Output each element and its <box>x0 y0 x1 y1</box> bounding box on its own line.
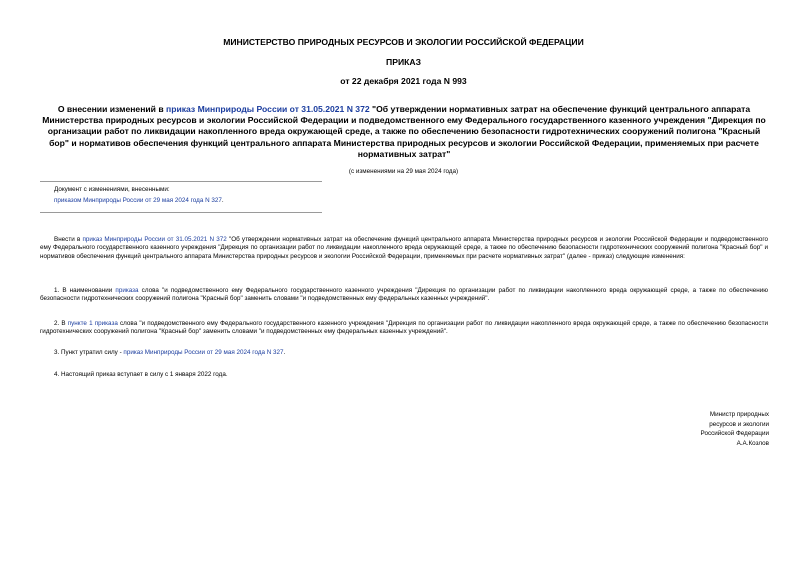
item-3 <box>40 349 768 357</box>
item-1-order-link[interactable]: приказа <box>115 287 139 294</box>
item-1 <box>40 287 768 304</box>
ministry-heading: МИНИСТЕРСТВО ПРИРОДНЫХ РЕСУРСОВ И ЭКОЛОГИИ РОССИЙСКОЙ ФЕДЕРАЦИИ <box>223 37 584 47</box>
intro-text-start: Внести в <box>54 236 83 243</box>
changes-box-tail: . <box>221 197 224 204</box>
amending-order-link[interactable]: приказом Минприроды России от 29 мая 2024 года N 327 <box>54 197 222 204</box>
item-2-text-rest: слова "и подведомственного ему Федерального государственного казенного учреждения "Дирекция по организации работ по ликвидации накопленного вреда окружающей среде, а также по обеспечению безопасности гидротехнических сооружений полигона "Красный бор" заменить словами "и подведомственных ему федеральных казенных учреждений". <box>40 320 768 336</box>
item-3-text-start: 3. Пункт утратил силу - <box>54 349 124 356</box>
intro-paragraph <box>40 236 768 261</box>
item-2 <box>40 320 768 337</box>
signature-line-3: Российской Федерации <box>700 430 769 438</box>
document-type: ПРИКАЗ <box>386 57 421 67</box>
item-2-text-start: 2. В <box>54 320 68 327</box>
item-1-text-start: 1. В наименовании <box>54 287 116 294</box>
signature-line-2: ресурсов и экологии <box>709 420 769 428</box>
item-1-text-rest: слова "и подведомственного ему Федерального государственного казенного учреждения "Дирекция по организации работ по ликвидации накопленного вреда окружающей среде, а также по обеспечению безопасности гидротехнических сооружений полигона "Красный бор" заменить словами "и подведомственных ему федеральных казенных учреждений". <box>40 287 769 303</box>
changes-top-rule <box>40 181 322 182</box>
document-title <box>40 104 768 160</box>
intro-order-link[interactable]: приказ Минприроды России от 31.05.2021 N 372 <box>82 236 227 243</box>
title-order-link[interactable]: приказ Минприроды России от 31.05.2021 N 372 <box>166 104 370 114</box>
signature-name: А.А.Козлов <box>736 439 769 447</box>
changes-box-label: Документ с изменениями, внесенными: <box>54 186 170 193</box>
title-text-start: О внесении изменений в <box>57 104 167 114</box>
item-4: 4. Настоящий приказ вступает в силу с 1 января 2022 года. <box>54 371 228 378</box>
changes-box-entry <box>54 197 224 205</box>
intro-text-rest: "Об утверждении нормативных затрат на обеспечение функций центрального аппарата Министерства природных ресурсов и экологии Российской Федерации и подведомственного ему Федерального государственного казенного учреждения "Дирекция по организации работ по ликвидации накопленного вреда окружающей среде, а также по обеспечению безопасности гидротехнических сооружений полигона "Красный бор" и нормативов обеспечения функций центрального аппарата Министерства природных ресурсов и экологии Российской Федерации, применяемых при расчете нормативных затрат" (далее - приказ) следующие изменения: <box>40 236 768 260</box>
item-2-clause-link[interactable]: пункте 1 приказа <box>67 320 118 327</box>
item-3-tail: . <box>283 349 286 356</box>
signature-line-1: Министр природных <box>709 411 769 418</box>
document-date: от 22 декабря 2021 года N 993 <box>340 76 467 86</box>
edition-note: (с изменениями на 29 мая 2024 года) <box>348 168 459 175</box>
item-3-order-link[interactable]: приказ Минприроды России от 29 мая 2024 года N 327 <box>123 349 284 356</box>
changes-bottom-rule <box>40 212 322 213</box>
signature-block <box>701 410 769 448</box>
title-text-rest: "Об утверждении нормативных затрат на обеспечение функций центрального аппарата Министерства природных ресурсов и экологии Российской Федерации и подведомственного ему Федерального государственного казенного учреждения "Дирекция по организации работ по ликвидации накопленного вреда окружающей среде, а также по обеспечению безопасности гидротехнических сооружений полигона "Красный бор" и нормативов обеспечения функций центрального аппарата Министерства природных ресурсов и экологии Российской Федерации, применяемых при расчете нормативных затрат" <box>42 104 766 159</box>
